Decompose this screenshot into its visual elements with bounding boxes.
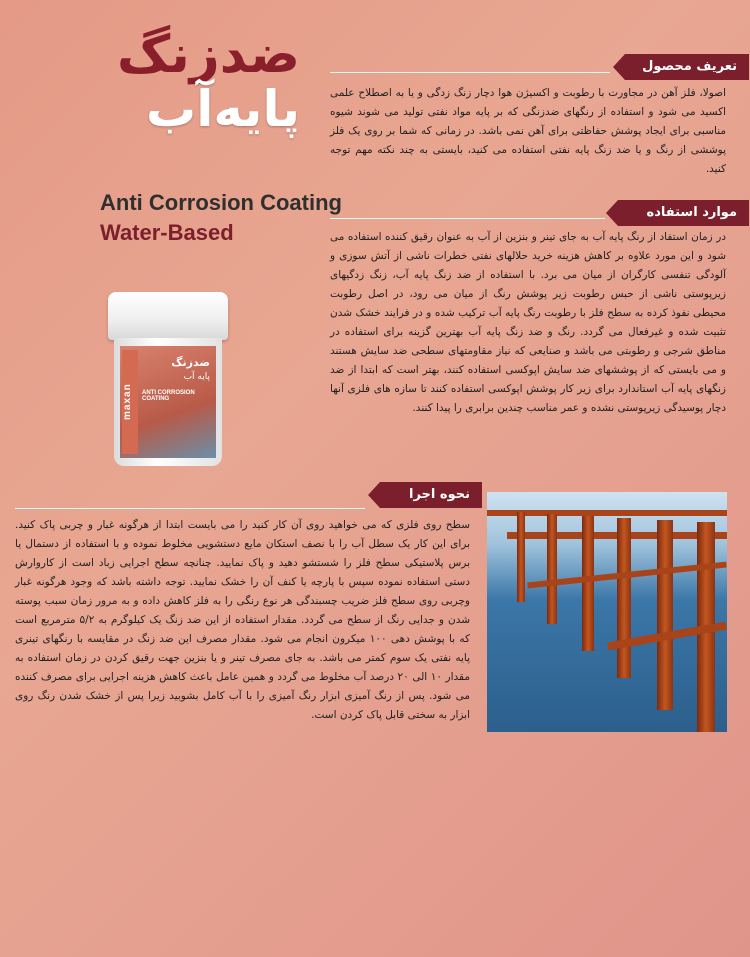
method-text: سطح روی فلزی که می خواهید روی آن کار کنید را می بایست ابتدا از هرگونه غبار و چربی پاک کنید. برای این کار یک سطل آب را با نصف استکان مایع دستشویی مخلوط نموده و با استفاده از دستمال یا برس پلاستیکی سطح فلز را شستشو دهید و پاک نمایید. چنانچه سطح اجرایی زباد است از کاروارش دستی استفاده نموده سپس با پارچه یا کنف آن را خشک نمایید. توجه داشته باشد که وجود هرگونه غبار وچربی روی سطح فلز ضریب چسبندگی هر نوع رنگی را به فلز کاهش داده و به مرور زمان سبب پوسته شدن و جدایی رنگ از سطح می گردد. مقدار استفاده از این ضد زنگ یک کیلوگرم به ۵/۲ مترمربع است که با پوشش دهی ۱۰۰ میکرون انجام می شود. مقدار مصرف این ضد زنگ در مقایسه با رنگهای تینری پایه نفتی یک سوم کمتر می باشد. به جای مصرف تینر و یا بنزین جهت رقیق کردن در زمان استفاده به مقدار ۱۰ الی ۲۰ درصد آب مخلوط می گردد و همین عامل باعث کاهش هزینه اجرایی برای مصرف کننده می شود. پس از رنگ آمیزی ابزار رنگ آمیزی را با آب کامل بشوبید زیرا پس از خشک شدن رنگ روی ابزار به سختی قابل پاک کردن است.: [15, 519, 471, 721]
title-persian: [70, 25, 300, 138]
product-jar: [108, 292, 228, 472]
jar-body: [114, 338, 222, 466]
usage-heading: [618, 200, 749, 226]
definition-text: اصولا، فلز آهن در مجاورت با رطوبت و اکسیژن هوا دچار زنگ زدگی و یا به اصطلاح علمی اکسید می شود و استفاده از رنگهای ضدزنگی که بر پایه مواد نفتی تولید می شوند شیوه مناسبی برای ایجاد پوشش حفاظتی برای آهن نمی باشد. در زمانی که شما بر روی یک فلز پوششی از رنگ و یا ضد زنگ پایه نفتی استفاده می کنید، بایستی به چند نکته مهم توجه کنید.: [330, 87, 726, 175]
usage-text: در زمان استفاد از رنگ پایه آب به جای تینر و بنزین از آب به عنوان رقیق کننده استفاده می شود و این مورد علاوه بر کاهش هزینه خرید حلالهای نفتی خطرات ناشی از آتش سوزی و آلودگی تنفسی کارگران از میان می برد. با استفاده از ضد زنگ پایه آب، زنگ زدگیهای زیرپوستی ناشی از حبس رطوبت زیر پوشش رنگ از میان می رود، در اصل رطوبت محیطی نفوذ کرده به سطح فلز با رطوبت رنگ پایه آب ترکیب شده و در فرایند خشک شدن تثبیت شده و غیرفعال می گردد. رنگ و ضد زنگ پایه آب بهترین گزینه برای استفاده در مناطق شرجی و رطوبتی می باشد و صنایعی که نیاز مقاومتهای سطحی ضد سایش هستند و می بایستی که از پوششهای ضد سایش اپوکسی استفاده کنند، بهتر است که ابتدا از ضد زنگهای پایه آب استاندارد برای زیر کار پوشش اپوکسی استفاده کنند تا سازه های فلزی آنها دچار پوسیدگی زیرپوستی نشده و عمر مناسب چندین برابری را پیدا کنند.: [330, 231, 726, 414]
definition-heading-text: تعریف محصول: [642, 59, 737, 74]
usage-heading-text: موارد استفاده: [646, 205, 737, 220]
title-fa-line2: پایه‌آب: [145, 79, 300, 138]
method-divider: [15, 508, 365, 509]
jar-brand-logo: maxan: [122, 350, 138, 454]
usage-divider: [330, 218, 605, 219]
jar-label: [120, 346, 216, 458]
jar-label-fa-2: پایه آب: [183, 372, 210, 382]
method-heading: [380, 482, 482, 508]
jar-lid: [108, 292, 228, 340]
method-heading-text: نحوه اجرا: [409, 487, 470, 502]
rusty-pier-photo: [487, 492, 727, 732]
title-en-line2: Water-Based: [100, 220, 234, 245]
definition-divider: [330, 72, 610, 73]
title-en-line1: Anti Corrosion Coating: [100, 190, 342, 215]
title-fa-line1: ضدزنگ: [117, 25, 300, 85]
definition-heading: [625, 54, 749, 80]
jar-label-fa-1: ضدزنگ: [171, 356, 210, 369]
title-english: [100, 190, 360, 246]
jar-label-en: ANTI CORROSION COATING: [142, 390, 195, 402]
